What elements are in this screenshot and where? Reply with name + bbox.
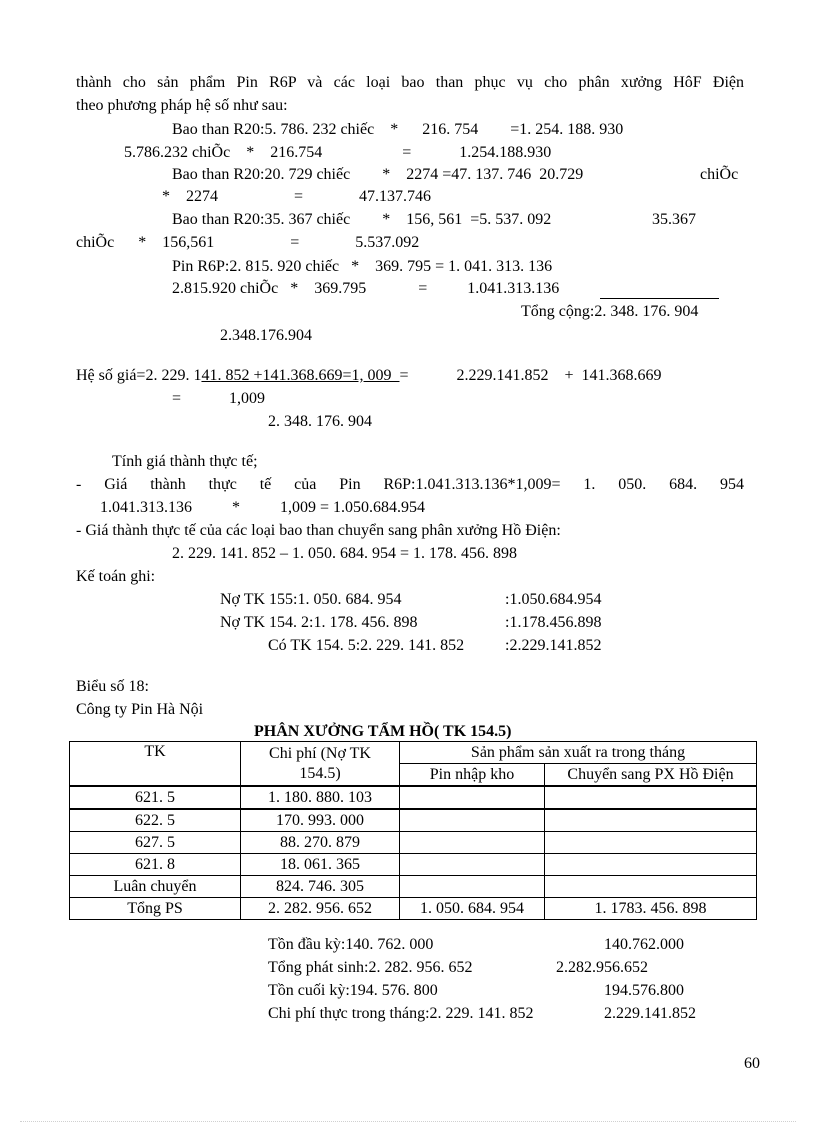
coef-line bbox=[76, 366, 662, 386]
calc-pin-r6p: - Giá thành thực tế của Pin R6P:1.041.313.136*1,009= 1. 050. 684. 954 bbox=[76, 476, 744, 493]
cell-stock: 1. 050. 684. 954 bbox=[400, 898, 545, 920]
company-name: Công ty Pin Hà Nội bbox=[76, 701, 204, 718]
table-row bbox=[70, 786, 757, 809]
cell-transfer bbox=[545, 832, 757, 854]
alloc-r20-3: Bao than R20:35. 367 chiếc * 156, 561 =5. 537. 092 bbox=[172, 211, 552, 228]
cell-tk: Tổng PS bbox=[70, 898, 241, 920]
summary-closing-dup: 194.576.800 bbox=[604, 982, 684, 999]
cell-cost: 88. 270. 879 bbox=[241, 832, 400, 854]
coef-post: = 2.229.141.852 + 141.368.669 bbox=[399, 367, 662, 384]
coef-pre: Hệ số giá=2. 229. 1 bbox=[76, 367, 202, 384]
journal-credit-154-5-dup: :2.229.141.852 bbox=[505, 637, 602, 654]
calc-bao-than: - Giá thành thực tế của các loại bao than chuyển sang phân xưởng Hồ Điện: bbox=[76, 522, 561, 539]
cost-table bbox=[69, 741, 757, 920]
summary-incurred: Tổng phát sinh:2. 282. 956. 652 bbox=[268, 959, 473, 976]
intro-line-2: theo phương pháp hệ số như sau: bbox=[76, 97, 288, 114]
cell-cost: 18. 061. 365 bbox=[241, 854, 400, 876]
cell-transfer bbox=[545, 809, 757, 832]
alloc-r20-2-unit: chiÕc bbox=[700, 166, 739, 183]
journal-debit-155: Nợ TK 155:1. 050. 684. 954 bbox=[220, 591, 402, 608]
header-stock: Pin nhập kho bbox=[400, 764, 545, 787]
coef-result: = 1,009 bbox=[172, 390, 266, 407]
summary-opening: Tồn đầu kỳ:140. 762. 000 bbox=[268, 936, 434, 953]
cell-cost: 1. 180. 880. 103 bbox=[241, 786, 400, 809]
cell-cost: 2. 282. 956. 652 bbox=[241, 898, 400, 920]
header-tk: TK bbox=[70, 742, 241, 787]
table-title: PHÂN XƯỞNG TẨM HỒ( TK 154.5) bbox=[254, 723, 512, 740]
table-header-row-1 bbox=[70, 742, 757, 764]
alloc-pin-r6p-dup: 2.815.920 chiÕc * 369.795 = 1.041.313.136 bbox=[172, 280, 560, 297]
summary-incurred-dup: 2.282.956.652 bbox=[556, 959, 648, 976]
cell-cost: 824. 746. 305 bbox=[241, 876, 400, 898]
page-number: 60 bbox=[744, 1055, 760, 1072]
page-bottom-divider bbox=[20, 1121, 796, 1122]
journal-credit-154-5: Có TK 154. 5:2. 229. 141. 852 bbox=[268, 637, 465, 654]
table-row bbox=[70, 832, 757, 854]
journal-heading: Kế toán ghi: bbox=[76, 568, 156, 585]
alloc-total: Tổng cộng:2. 348. 176. 904 bbox=[521, 303, 699, 320]
cell-stock bbox=[400, 809, 545, 832]
alloc-r20-1-dup: 5.786.232 chiÕc * 216.754 = 1.254.188.930 bbox=[124, 144, 552, 161]
sum-underline bbox=[600, 298, 719, 299]
table-row-total bbox=[70, 898, 757, 920]
cell-transfer: 1. 1783. 456. 898 bbox=[545, 898, 757, 920]
calc-pin-r6p-dup: 1.041.313.136 * 1,009 = 1.050.684.954 bbox=[100, 499, 426, 516]
coef-denominator: 2. 348. 176. 904 bbox=[268, 413, 372, 430]
cell-tk: 627. 5 bbox=[70, 832, 241, 854]
table-row bbox=[70, 854, 757, 876]
cell-stock bbox=[400, 854, 545, 876]
intro-line-1: thành cho sản phẩm Pin R6P và các loại bao than phục vụ cho phân xưởng HôF Điện bbox=[76, 74, 744, 91]
alloc-r20-2: Bao than R20:20. 729 chiếc * 2274 =47. 137. 746 20.729 bbox=[172, 166, 584, 183]
cell-transfer bbox=[545, 876, 757, 898]
cell-transfer bbox=[545, 786, 757, 809]
alloc-total-dup: 2.348.176.904 bbox=[220, 327, 312, 344]
calc-bao-than-value: 2. 229. 141. 852 – 1. 050. 684. 954 = 1. 178. 456. 898 bbox=[172, 545, 518, 562]
journal-debit-154-2-dup: :1.178.456.898 bbox=[505, 614, 602, 631]
header-cost: Chi phí (Nợ TK 154.5) bbox=[241, 742, 400, 787]
header-transfer: Chuyển sang PX Hồ Điện bbox=[545, 764, 757, 787]
cell-tk: 621. 5 bbox=[70, 786, 241, 809]
table-row bbox=[70, 876, 757, 898]
journal-debit-154-2: Nợ TK 154. 2:1. 178. 456. 898 bbox=[220, 614, 418, 631]
cell-tk: Luân chuyển bbox=[70, 876, 241, 898]
alloc-pin-r6p: Pin R6P:2. 815. 920 chiếc * 369. 795 = 1. 041. 313. 136 bbox=[172, 258, 553, 275]
summary-opening-dup: 140.762.000 bbox=[604, 936, 684, 953]
coef-fraction-numerator: 41. 852 +141.368.669=1, 009 bbox=[201, 367, 400, 384]
cell-cost: 170. 993. 000 bbox=[241, 809, 400, 832]
cell-stock bbox=[400, 876, 545, 898]
alloc-r20-1: Bao than R20:5. 786. 232 chiếc * 216. 754 =1. 254. 188. 930 bbox=[172, 121, 624, 138]
summary-closing: Tồn cuối kỳ:194. 576. 800 bbox=[268, 982, 438, 999]
header-products: Sản phẩm sản xuất ra trong tháng bbox=[400, 742, 757, 764]
cell-stock bbox=[400, 786, 545, 809]
journal-debit-155-dup: :1.050.684.954 bbox=[505, 591, 602, 608]
cell-tk: 621. 8 bbox=[70, 854, 241, 876]
cell-transfer bbox=[545, 854, 757, 876]
cell-stock bbox=[400, 832, 545, 854]
alloc-r20-3-qty: 35.367 bbox=[652, 211, 696, 228]
calc-heading: Tính giá thành thực tế; bbox=[112, 453, 258, 470]
cell-tk: 622. 5 bbox=[70, 809, 241, 832]
alloc-r20-2-dup: * 2274 = 47.137.746 bbox=[162, 188, 432, 205]
alloc-r20-3-dup: chiÕc * 156,561 = 5.537.092 bbox=[76, 234, 420, 251]
summary-actual-cost: Chi phí thực trong tháng:2. 229. 141. 852 bbox=[268, 1005, 534, 1022]
bieu-label: Biểu số 18: bbox=[76, 678, 149, 695]
summary-actual-cost-dup: 2.229.141.852 bbox=[604, 1005, 696, 1022]
table-row bbox=[70, 809, 757, 832]
